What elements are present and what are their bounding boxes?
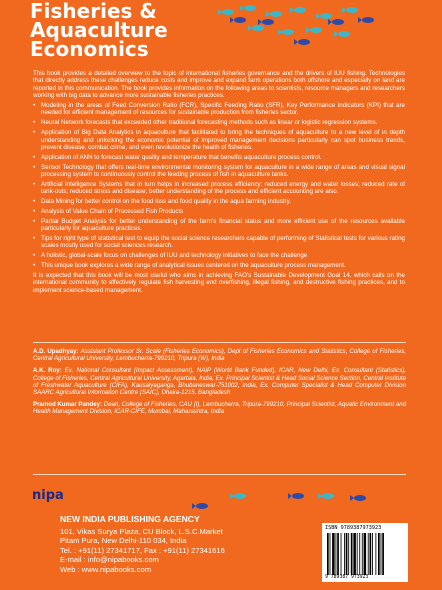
author-bio (33, 401, 406, 415)
intro-paragraph: This book provides a detailed overview to the topic of international fisheries governance and the drivers of IUU fishing. Technologies that directly address these challenges reduce costs and improve and expand farm operations both offshore and especially on land are reported in this communication. The book provides information on the following areas to scientists, resource managers and researchers working with big data to advance more sustainable fisheries practices. (33, 70, 405, 99)
barcode-bar (375, 533, 376, 575)
fish-icon (230, 493, 334, 499)
list-item: • A holistic, global-scale focus on challenges of IUU and technology initiatives to face the challenge (33, 252, 405, 259)
title-line-3: Economics (30, 37, 149, 61)
barcode-bar (332, 533, 335, 575)
book-title (30, 2, 168, 59)
barcode-bar (330, 533, 331, 575)
author-affiliation: Dean, College of Fisheries, CAU (I), Lembucherra, Tripura-799210, Principal Scientist, Aquatic Environment and Health Management Division, ICAR-CIFE, Mumbai, Maharashtra, India (33, 401, 406, 416)
barcode-bar (382, 533, 384, 575)
publisher-website: Web : www.nipabooks.com (60, 564, 152, 574)
barcode-bar (378, 533, 380, 575)
list-item: • Application of Big Data Analytics in aquaculture that facilitated to bring the techniques of aquaculture to a new level of in depth understanding and unlocking the economic potential of improved management decisions particularly can spot business trends, prevent disease, combat crime, and even revolutionize the health of fisheries. (33, 129, 405, 151)
barcode-bar (357, 533, 358, 575)
barcode-bar (362, 533, 363, 575)
barcode-bar (341, 533, 342, 575)
author-bio (33, 367, 406, 396)
fish-icon (192, 493, 366, 509)
closing-paragraph: It is expected that this book will be most useful who aims in achieving FAO's Sustainable Development Goal 14, which calls on the international community to effectively regulate fish harvesting end overfishing, illegal fishing, and destructive fishing practices, and to implement science-based management. (33, 271, 405, 294)
fish-icon (230, 17, 374, 45)
list-item: • Artificial Intelligence Systems that in turn helps in increased process efficiency; reduced energy and water losses; reduced rate of tank-outs; reduced stress and disease; better understanding of the process and efficient accounting are also. (33, 181, 405, 196)
author-bio (33, 348, 406, 362)
barcode-bar (348, 533, 349, 575)
list-item: • Neural Network forecasts that exceeded other traditional forecasting methods such as linear or logistic regression systems. (33, 119, 405, 126)
publisher-city: Pitam Pura, New Delhi-110 034, India (60, 536, 187, 546)
barcode-bar (336, 533, 337, 575)
list-item: • Analysis of Value Chain of Processed Fish Products (33, 208, 405, 215)
author-bios (33, 348, 406, 421)
isbn-barcode (322, 523, 408, 582)
list-item: • Sensor Technology that offers real-time environmental monitoring system for aquaculture in a wide range of areas and visual signal processing system to continuously control the feeding process of fish in aquaculture tanks. (33, 164, 405, 179)
publisher-logo: nipa (32, 488, 64, 503)
list-item: • Partial Budget Analysis for better understanding of the farm's financial status and more efficient use of the resources available particularly for aquaculture practices. (33, 218, 405, 233)
feature-list (33, 102, 405, 269)
barcode-bar (359, 533, 360, 575)
list-item: • Application of ANN to forecast water quality and temperature that benefits aquaculture process control. (33, 154, 405, 161)
title-line-2: Aquaculture (30, 18, 168, 42)
barcode-bar (353, 533, 356, 575)
publisher-email: E-mail : info@nipabooks.com (60, 555, 159, 565)
barcode-bar (372, 533, 373, 575)
author-name: A.D. Upadhyay: (33, 348, 79, 355)
barcode-bar (346, 533, 348, 575)
list-item: • Modeling in the areas of Feed Conversion Ratio (FCR), Specific Feeding Ratio (SFR), Key Performance Indicators (KPI) that are needed for efficient management of resources for sustainable production from fisheries sector. (33, 102, 405, 117)
divider (33, 342, 406, 343)
author-affiliation: Assistant Professor Sr. Scale (Fisheries Economics), Dept of Fisheries Economics and Statistics, College of Fisheries, Central Agricultural University, Lembucherra-799210, Tripura (W), India (33, 348, 406, 363)
barcode-bar (327, 533, 329, 575)
list-item: • Data Mining for better control on the food loss and food quality in the aqua farming industry. (33, 198, 405, 205)
author-name: Pramod Kumar Pandey: (33, 401, 103, 409)
barcode-bar (368, 533, 369, 575)
list-item: • Tips for right type of statistical test to equip the social science researchers capable of performing of Statistical tests for various rating scales mostly used for social sciences research. (33, 235, 405, 250)
isbn-text: ISBN 9789387973923 (325, 525, 382, 531)
barcode-bar (364, 533, 367, 575)
author-affiliation: Ex. National Consultant (Impact Assessment), NAIP (World Bank Funded), ICAR, New Delhi, Ex. Consultant (Statistics), College of Fisheries, Central Agricultural University, Agartala, India, Ex. Principal Scientist & Head Social Science Section, Central Institute of Freshwater Aquaculture (CIFA), Kausalyaganga, Bhubaneswar-751002, India, Ex. Computer Specialist & Head Computer Division SAARC Agricultural Information Centre (SAIC), Dhaka-1215, Bangladesh (33, 367, 407, 397)
description (33, 70, 405, 297)
barcode-bar (337, 533, 339, 575)
title-line-1: Fisheries & (30, 0, 157, 23)
barcode-bar (381, 533, 382, 575)
barcode-bars (325, 533, 405, 575)
publisher-address: 101, Vikas Surya Plaza, CU Block, L.S.C.Market (60, 527, 223, 536)
barcode-digits: 9 789387 973923 (325, 575, 369, 580)
publisher-name: NEW INDIA PUBLISHING AGENCY (60, 514, 200, 524)
author-name: A.K. Roy: (33, 367, 62, 375)
barcode-bar (344, 533, 345, 575)
publisher-contact (60, 527, 225, 574)
barcode-bar (370, 533, 372, 575)
publisher-phone: Tel. : +91(11) 27341717, Fax : +91(11) 27341616 (60, 545, 225, 555)
divider (33, 474, 406, 475)
fish-school-illustration (188, 0, 438, 60)
fish-row-illustration (188, 490, 378, 518)
barcode-bar (351, 533, 353, 575)
list-item: • This unique book explores a wide range of analytical issues centered on the aquaculture process management. (33, 262, 405, 269)
